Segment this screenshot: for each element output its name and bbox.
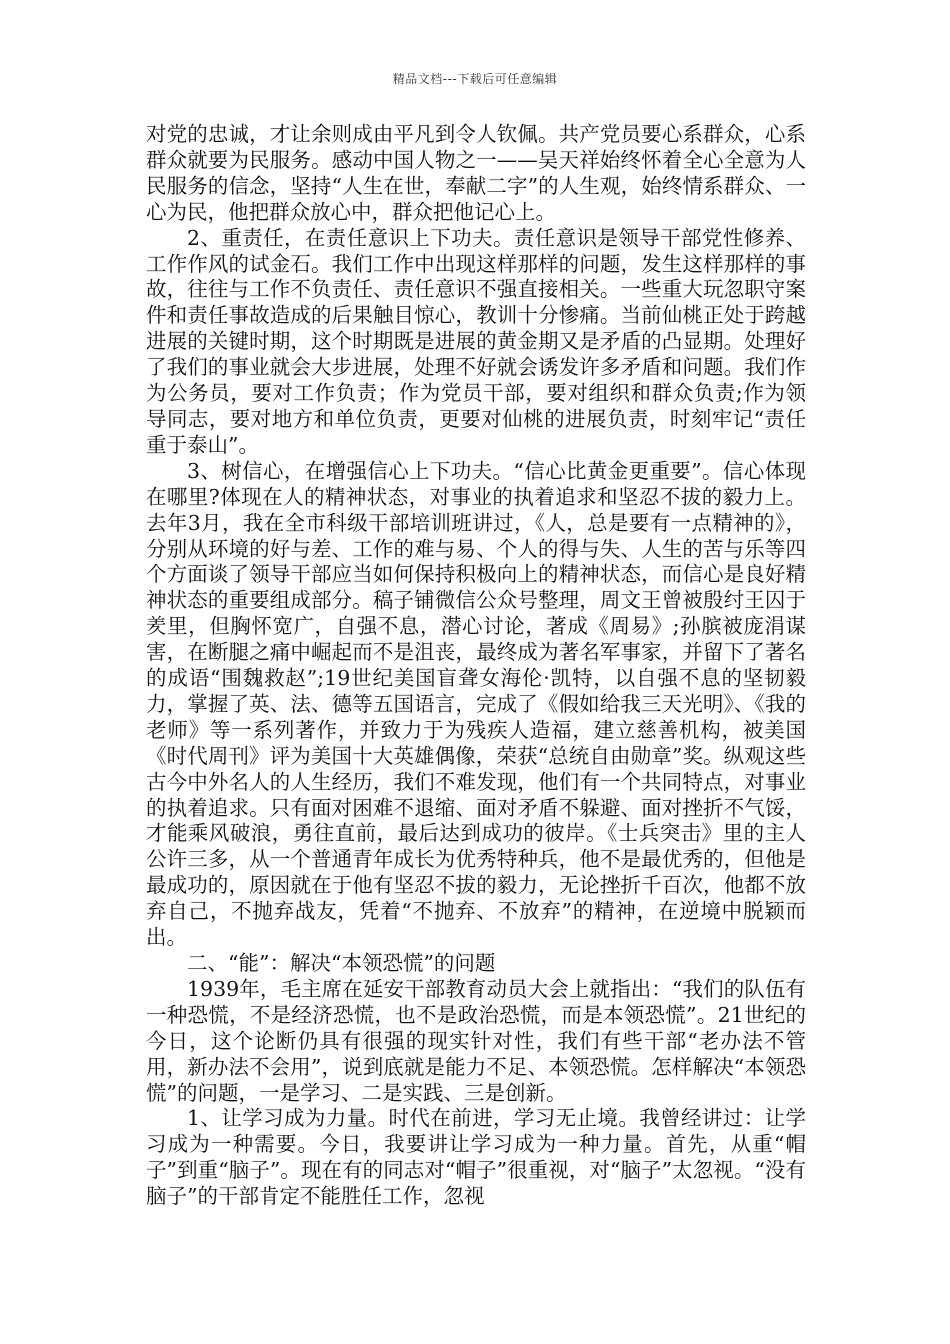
page-header: 精品文档---下载后可任意编辑 [392, 72, 558, 86]
paragraph: 1、让学习成为力量。时代在前进，学习无止境。我曾经讲过：让学习成为一种需要。今日，我要讲让学习成为一种力量。首先，从重“帽子”到重“脑子”。现在有的同志对“帽子”很重视，对“脑子”太忽视。“没有脑子”的干部肯定不能胜任工作，忽视 [146, 1106, 806, 1209]
document-body [146, 122, 806, 1210]
paragraph: 3、树信心，在增强信心上下功夫。“信心比黄金更重要”。信心体现在哪里?体现在人的精神状态，对事业的执着追求和坚忍不拔的毅力上。去年3月，我在全市科级干部培训班讲过，《人，总是要有一点精神的》，分别从环境的好与差、工作的难与易、个人的得与失、人生的苦与乐等四个方面谈了领导干部应当如何保持积极向上的精神状态，而信心是良好精神状态的重要组成部分。稿子铺微信公众号整理，周文王曾被殷纣王囚于羑里，但胸怀宽广，自强不息，潜心讨论，著成《周易》;孙膑被庞涓谋害，在断腿之痛中崛起而不是沮丧，最终成为著名军事家，并留下了著名的成语“围魏救赵”;19世纪美国盲聋女海伦·凯特，以自强不息的坚韧毅力，掌握了英、法、德等五国语言，完成了《假如给我三天光明》、《我的老师》等一系列著作，并致力于为残疾人造福，建立慈善机构，被美国《时代周刊》评为美国十大英雄偶像，荣获“总统自由勋章”奖。纵观这些古今中外名人的人生经历，我们不难发现，他们有一个共同特点，对事业的执着追求。只有面对困难不退缩、面对矛盾不躲避、面对挫折不气馁，才能乘风破浪，勇往直前，最后达到成功的彼岸。《士兵突击》里的主人公许三多，从一个普通青年成长为优秀特种兵，他不是最优秀的，但他是最成功的，原因就在于他有坚忍不拔的毅力，无论挫折千百次，他都不放弃自己，不抛弃战友，凭着“不抛弃、不放弃”的精神，在逆境中脱颖而出。 [146, 458, 806, 950]
paragraph: 2、重责任，在责任意识上下功夫。责任意识是领导干部党性修养、工作作风的试金石。我们工作中出现这样那样的问题，发生这样那样的事故，往往与工作不负责任、责任意识不强直接相关。一些重大玩忽职守案件和责任事故造成的后果触目惊心，教训十分惨痛。当前仙桃正处于跨越进展的关键时期，这个时期既是进展的黄金期又是矛盾的凸显期。处理好了我们的事业就会大步进展，处理不好就会诱发许多矛盾和问题。我们作为公务员，要对工作负责；作为党员干部，要对组织和群众负责;作为领导同志，要对地方和单位负责，更要对仙桃的进展负责，时刻牢记“责任重于泰山”。 [146, 225, 806, 457]
paragraph: 对党的忠诚，才让余则成由平凡到令人钦佩。共产党员要心系群众，心系群众就要为民服务。感动中国人物之一——吴天祥始终怀着全心全意为人民服务的信念，坚持“人生在世，奉献二字”的人生观，始终情系群众、一心为民，他把群众放心中，群众把他记心上。 [146, 122, 806, 224]
section-heading: 二、“能”：解决“本领恐慌”的问题 [187, 951, 496, 975]
paragraph: 1939年，毛主席在延安干部教育动员大会上就指出：“我们的队伍有一种恐慌，不是经济恐慌，也不是政治恐慌，而是本领恐慌”。21世纪的今日，这个论断仍具有很强的现实针对性，我们有些干部“老办法不管用，新办法不会用”，说到底就是能力不足、本领恐慌。怎样解决“本领恐慌”的问题，一是学习、二是实践、三是创新。 [146, 976, 806, 1105]
